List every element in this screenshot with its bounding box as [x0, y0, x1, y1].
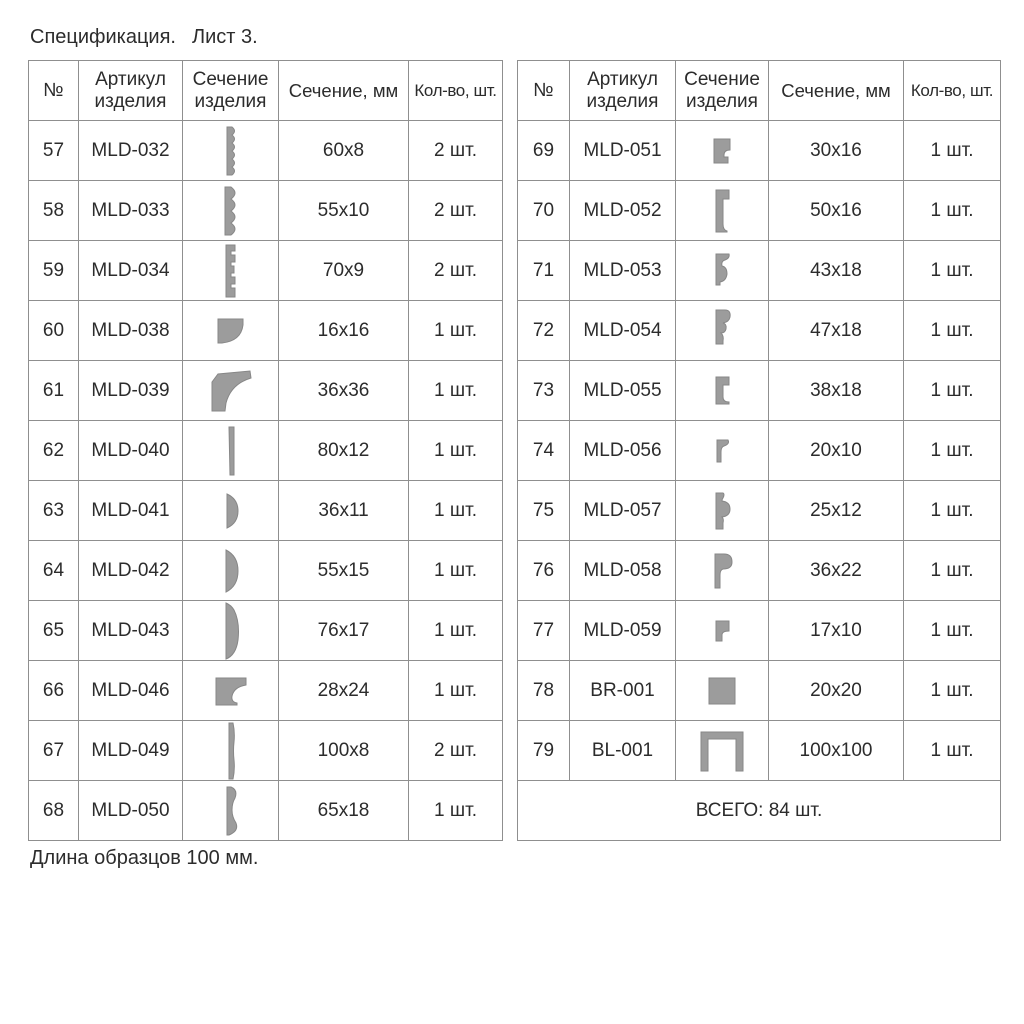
- row-number-cell: 67: [29, 721, 79, 781]
- article-cell: MLD-034: [79, 241, 183, 301]
- profile-cell: [183, 601, 279, 661]
- tall-thin-strip-icon: [226, 740, 236, 761]
- row-number-cell: 65: [29, 601, 79, 661]
- table-row: [518, 721, 1001, 781]
- table-row: [518, 481, 1001, 541]
- row-number-cell: 73: [518, 361, 570, 421]
- total-row: [518, 781, 1001, 841]
- profile-cell: [183, 481, 279, 541]
- table-row: [29, 181, 503, 241]
- table-row: [518, 241, 1001, 301]
- table-row: [29, 781, 503, 841]
- article-cell: MLD-059: [570, 601, 676, 661]
- qty-cell: 1 шт.: [409, 781, 503, 841]
- row-number-cell: 77: [518, 601, 570, 661]
- cove-block-icon: [214, 680, 248, 701]
- qty-cell: 1 шт.: [409, 301, 503, 361]
- title-label: Спецификация.: [30, 26, 176, 48]
- row-number-cell: 63: [29, 481, 79, 541]
- profile-cell: [676, 541, 769, 601]
- col-header-section-mm: Сечение, мм: [279, 61, 409, 121]
- profile-cell: [183, 421, 279, 481]
- row-number-cell: 60: [29, 301, 79, 361]
- section-cell: 55x10: [279, 181, 409, 241]
- article-cell: MLD-054: [570, 301, 676, 361]
- section-cell: 100x8: [279, 721, 409, 781]
- row-number-cell: 71: [518, 241, 570, 301]
- small-ogee-icon: [713, 440, 731, 461]
- qty-cell: 1 шт.: [904, 421, 1001, 481]
- profile-cell: [676, 661, 769, 721]
- profile-cell: [676, 361, 769, 421]
- profile-cell: [183, 181, 279, 241]
- table-row: [518, 661, 1001, 721]
- article-cell: MLD-040: [79, 421, 183, 481]
- article-cell: MLD-042: [79, 541, 183, 601]
- qty-cell: 1 шт.: [409, 421, 503, 481]
- qty-cell: 1 шт.: [904, 121, 1001, 181]
- profile-cell: [676, 121, 769, 181]
- qty-cell: 1 шт.: [904, 541, 1001, 601]
- qty-cell: 1 шт.: [904, 601, 1001, 661]
- qty-cell: 2 шт.: [409, 241, 503, 301]
- article-cell: MLD-050: [79, 781, 183, 841]
- article-cell: MLD-039: [79, 361, 183, 421]
- section-cell: 70x9: [279, 241, 409, 301]
- page-title: [30, 26, 258, 49]
- half-round-medium-icon: [221, 560, 240, 581]
- row-number-cell: 58: [29, 181, 79, 241]
- half-round-large-icon: [221, 620, 241, 641]
- section-cell: 100x100: [769, 721, 904, 781]
- spec-table-left: [28, 60, 503, 841]
- table-row: [29, 481, 503, 541]
- section-cell: 47x18: [769, 301, 904, 361]
- col-header-num: №: [518, 61, 570, 121]
- profile-cell: [183, 661, 279, 721]
- table-row: [29, 121, 503, 181]
- crown-cove-icon: [209, 380, 253, 401]
- col-header-num: №: [29, 61, 79, 121]
- half-round-small-icon: [222, 500, 240, 521]
- profile-cell: [183, 301, 279, 361]
- row-number-cell: 61: [29, 361, 79, 421]
- section-cell: 20x10: [769, 421, 904, 481]
- profile-cell: [676, 241, 769, 301]
- section-cell: 60x8: [279, 121, 409, 181]
- plain-strip-icon: [225, 440, 237, 461]
- length-note: Длина образцов 100 мм.: [30, 847, 259, 869]
- row-number-cell: 74: [518, 421, 570, 481]
- section-cell: 30x16: [769, 121, 904, 181]
- col-header-qty: Кол-во, шт.: [409, 61, 503, 121]
- table-row: [518, 181, 1001, 241]
- article-cell: MLD-056: [570, 421, 676, 481]
- row-number-cell: 69: [518, 121, 570, 181]
- qty-cell: 1 шт.: [904, 481, 1001, 541]
- row-number-cell: 79: [518, 721, 570, 781]
- profile-cell: [183, 541, 279, 601]
- qty-cell: 1 шт.: [409, 541, 503, 601]
- col-header-qty: Кол-во, шт.: [904, 61, 1001, 121]
- article-cell: MLD-058: [570, 541, 676, 601]
- table-row: [29, 361, 503, 421]
- article-cell: MLD-049: [79, 721, 183, 781]
- qty-cell: 1 шт.: [904, 361, 1001, 421]
- small-step-block-icon: [712, 620, 732, 641]
- article-cell: MLD-032: [79, 121, 183, 181]
- table-row: [29, 241, 503, 301]
- step-block-small-icon: [711, 140, 733, 161]
- profile-cell: [183, 781, 279, 841]
- profile-cell: [676, 601, 769, 661]
- profile-cell: [183, 121, 279, 181]
- strip-large-scallops-icon: [222, 200, 239, 221]
- section-cell: 38x18: [769, 361, 904, 421]
- profile-cell: [676, 301, 769, 361]
- qty-cell: 1 шт.: [409, 661, 503, 721]
- article-cell: MLD-057: [570, 481, 676, 541]
- table-row: [29, 421, 503, 481]
- s-curve-profile-icon: [712, 260, 732, 281]
- qty-cell: 1 шт.: [409, 361, 503, 421]
- sheet-label: Лист 3.: [191, 26, 258, 48]
- profile-cell: [676, 481, 769, 541]
- qty-cell: 2 шт.: [409, 721, 503, 781]
- solid-square-icon: [707, 680, 737, 701]
- article-cell: MLD-038: [79, 301, 183, 361]
- profile-cell: [676, 181, 769, 241]
- section-cell: 80x12: [279, 421, 409, 481]
- qty-cell: 2 шт.: [409, 181, 503, 241]
- spec-table-right: [517, 60, 1001, 841]
- qty-cell: 1 шт.: [904, 241, 1001, 301]
- header-row: [518, 61, 1001, 121]
- row-number-cell: 57: [29, 121, 79, 181]
- col-header-article: Артикул изделия: [79, 61, 183, 121]
- section-cell: 55x15: [279, 541, 409, 601]
- section-cell: 17x10: [769, 601, 904, 661]
- section-cell: 16x16: [279, 301, 409, 361]
- section-cell: 50x16: [769, 181, 904, 241]
- col-header-article: Артикул изделия: [570, 61, 676, 121]
- ogee-strip-icon: [223, 800, 239, 821]
- article-cell: MLD-041: [79, 481, 183, 541]
- row-number-cell: 62: [29, 421, 79, 481]
- qty-cell: 1 шт.: [409, 601, 503, 661]
- row-number-cell: 78: [518, 661, 570, 721]
- table-row: [518, 541, 1001, 601]
- total-cell: ВСЕГО: 84 шт.: [518, 781, 1001, 841]
- col-header-section-mm: Сечение, мм: [769, 61, 904, 121]
- strip-stepped-notches-icon: [223, 260, 238, 281]
- profile-cell: [183, 721, 279, 781]
- col-header-profile: Сечение изделия: [183, 61, 279, 121]
- section-cell: 65x18: [279, 781, 409, 841]
- article-cell: MLD-053: [570, 241, 676, 301]
- step-profile-tall-icon: [712, 200, 732, 221]
- table-row: [29, 601, 503, 661]
- row-number-cell: 59: [29, 241, 79, 301]
- table-row: [29, 301, 503, 361]
- qty-cell: 1 шт.: [904, 721, 1001, 781]
- article-cell: MLD-033: [79, 181, 183, 241]
- profile-cell: [676, 721, 769, 781]
- knob-profile-icon: [712, 500, 732, 521]
- article-cell: MLD-051: [570, 121, 676, 181]
- article-cell: MLD-043: [79, 601, 183, 661]
- table-row: [29, 721, 503, 781]
- section-cell: 76x17: [279, 601, 409, 661]
- profile-cell: [183, 361, 279, 421]
- qty-cell: 1 шт.: [409, 481, 503, 541]
- section-cell: 36x36: [279, 361, 409, 421]
- header-row: [29, 61, 503, 121]
- table-row: [518, 361, 1001, 421]
- strip-fine-scallops-icon: [224, 140, 238, 161]
- row-number-cell: 72: [518, 301, 570, 361]
- round-bulge-profile-icon: [711, 560, 733, 581]
- table-row: [518, 121, 1001, 181]
- table-row: [518, 421, 1001, 481]
- section-cell: 28x24: [279, 661, 409, 721]
- table-row: [29, 661, 503, 721]
- qty-cell: 1 шт.: [904, 661, 1001, 721]
- article-cell: MLD-046: [79, 661, 183, 721]
- row-number-cell: 70: [518, 181, 570, 241]
- profile-cell: [183, 241, 279, 301]
- col-header-profile: Сечение изделия: [676, 61, 769, 121]
- step-flare-profile-icon: [712, 380, 732, 401]
- qty-cell: 2 шт.: [409, 121, 503, 181]
- profile-cell: [676, 421, 769, 481]
- bulge-notch-profile-icon: [712, 320, 732, 341]
- row-number-cell: 68: [29, 781, 79, 841]
- section-cell: 36x22: [769, 541, 904, 601]
- article-cell: MLD-052: [570, 181, 676, 241]
- article-cell: BL-001: [570, 721, 676, 781]
- table-row: [29, 541, 503, 601]
- section-cell: 36x11: [279, 481, 409, 541]
- row-number-cell: 64: [29, 541, 79, 601]
- article-cell: MLD-055: [570, 361, 676, 421]
- row-number-cell: 75: [518, 481, 570, 541]
- table-row: [518, 601, 1001, 661]
- row-number-cell: 66: [29, 661, 79, 721]
- article-cell: BR-001: [570, 661, 676, 721]
- section-cell: 20x20: [769, 661, 904, 721]
- quarter-cove-icon: [216, 320, 246, 341]
- section-cell: 43x18: [769, 241, 904, 301]
- row-number-cell: 76: [518, 541, 570, 601]
- u-channel-icon: [699, 740, 745, 761]
- table-row: [518, 301, 1001, 361]
- section-cell: 25x12: [769, 481, 904, 541]
- qty-cell: 1 шт.: [904, 181, 1001, 241]
- qty-cell: 1 шт.: [904, 301, 1001, 361]
